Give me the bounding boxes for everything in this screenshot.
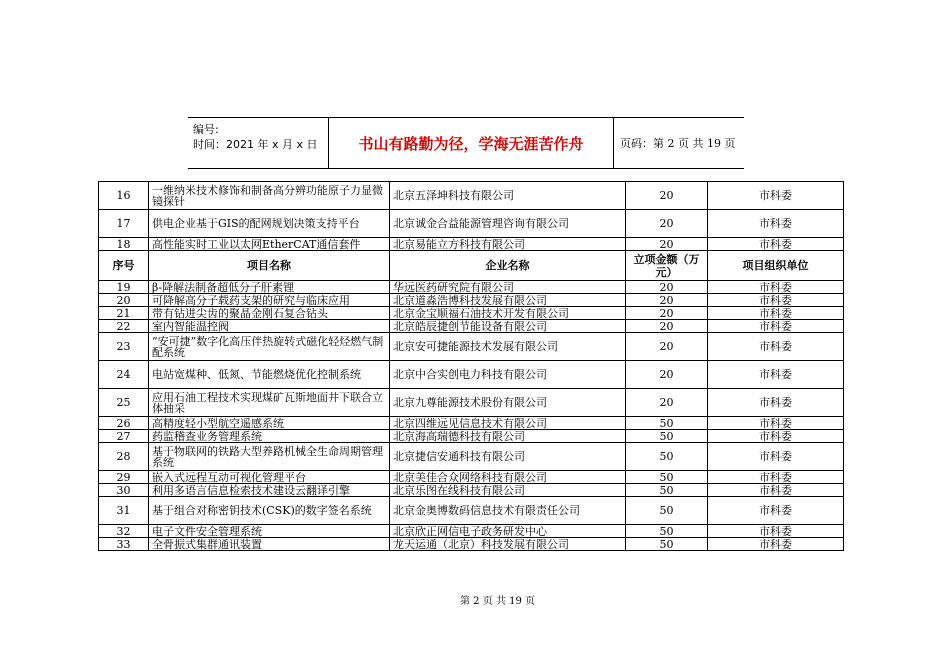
row-number: 16 [99, 182, 149, 210]
table-row [99, 294, 844, 307]
row-number: 31 [99, 497, 149, 525]
row-number: 30 [99, 484, 149, 497]
project-name: 药监稽查业务管理系统 [149, 430, 390, 443]
table-row [99, 182, 844, 210]
company-name: 华远医药研究院有限公司 [390, 281, 626, 294]
organizer: 市科委 [708, 294, 844, 307]
table-row [99, 389, 844, 417]
organizer: 市科委 [708, 430, 844, 443]
organizer: 市科委 [708, 389, 844, 417]
table-row [99, 307, 844, 320]
row-number: 20 [99, 294, 149, 307]
column-header: 项目组织单位 [708, 251, 844, 281]
time-label: 时间：2021 年 x 月 x 日 [193, 138, 318, 151]
row-number: 29 [99, 471, 149, 484]
page-footer: 第 2 页 共 19 页 [460, 596, 535, 607]
table-row [99, 417, 844, 430]
company-name: 北京中合实创电力科技有限公司 [390, 361, 626, 389]
row-number: 19 [99, 281, 149, 294]
row-number: 21 [99, 307, 149, 320]
amount: 50 [626, 417, 708, 430]
amount: 20 [626, 361, 708, 389]
amount: 50 [626, 471, 708, 484]
table-header-row [99, 251, 844, 281]
amount: 50 [626, 430, 708, 443]
amount: 20 [626, 210, 708, 238]
organizer: 市科委 [708, 320, 844, 333]
organizer: 市科委 [708, 525, 844, 538]
row-number: 18 [99, 238, 149, 251]
row-number: 28 [99, 443, 149, 471]
amount: 20 [626, 389, 708, 417]
project-name: 一维纳米技术修饰和制备高分辨功能原子力显微镜探针 [149, 182, 390, 210]
amount: 20 [626, 281, 708, 294]
number-label: 编号: [193, 123, 219, 136]
header-meta [188, 118, 328, 168]
project-name: 基于物联网的铁路大型养路机械全生命周期管理系统 [149, 443, 390, 471]
table-row [99, 484, 844, 497]
amount: 20 [626, 182, 708, 210]
company-name: 龙天运通（北京）科技发展有限公司 [390, 538, 626, 551]
project-name: 应用石油工程技术实现煤矿瓦斯地面井下联合立体抽采 [149, 389, 390, 417]
company-name: 北京捷信安通科技有限公司 [390, 443, 626, 471]
amount: 20 [626, 294, 708, 307]
project-name: 高性能实时工业以太网EtherCAT通信套件 [149, 238, 390, 251]
project-name: 可降解高分子载药支架的研究与临床应用 [149, 294, 390, 307]
row-number: 25 [99, 389, 149, 417]
amount: 50 [626, 497, 708, 525]
project-name: 全骨振式集群通讯装置 [149, 538, 390, 551]
company-name: 北京安可捷能源技术发展有限公司 [390, 333, 626, 361]
table-row [99, 333, 844, 361]
project-name: 嵌入式远程互动可视化管理平台 [149, 471, 390, 484]
table-row [99, 320, 844, 333]
company-name: 北京四维远见信息技术有限公司 [390, 417, 626, 430]
table-row [99, 281, 844, 294]
projects-table [98, 181, 844, 551]
amount: 20 [626, 320, 708, 333]
organizer: 市科委 [708, 333, 844, 361]
company-name: 北京美佳合众网络科技有限公司 [390, 471, 626, 484]
table-row [99, 430, 844, 443]
project-name: 电子文件安全管理系统 [149, 525, 390, 538]
company-name: 北京金宝顺福石油技术开发有限公司 [390, 307, 626, 320]
company-name: 北京道淼浩博科技发展有限公司 [390, 294, 626, 307]
table-row [99, 497, 844, 525]
table-row [99, 538, 844, 551]
organizer: 市科委 [708, 538, 844, 551]
project-name: β-降解法制备超低分子肝素锂 [149, 281, 390, 294]
page-header [188, 117, 744, 169]
company-name: 北京易能立方科技有限公司 [390, 238, 626, 251]
row-number: 23 [99, 333, 149, 361]
amount: 20 [626, 238, 708, 251]
table-row [99, 361, 844, 389]
row-number: 17 [99, 210, 149, 238]
project-name: 利用多语言信息检索技术建设云翻译引擎 [149, 484, 390, 497]
row-number: 22 [99, 320, 149, 333]
amount: 50 [626, 525, 708, 538]
row-number: 27 [99, 430, 149, 443]
amount: 20 [626, 307, 708, 320]
project-name: 供电企业基于GIS的配网规划决策支持平台 [149, 210, 390, 238]
organizer: 市科委 [708, 210, 844, 238]
amount: 50 [626, 484, 708, 497]
row-number: 33 [99, 538, 149, 551]
company-name: 北京皓辰捷创节能设备有限公司 [390, 320, 626, 333]
company-name: 北京五泽坤科技有限公司 [390, 182, 626, 210]
company-name: 北京乐图在线科技有限公司 [390, 484, 626, 497]
organizer: 市科委 [708, 497, 844, 525]
project-name: 带有钻进尖齿的聚晶金刚石复合钻头 [149, 307, 390, 320]
organizer: 市科委 [708, 417, 844, 430]
table-row [99, 238, 844, 251]
organizer: 市科委 [708, 307, 844, 320]
column-header: 立项金额（万元） [626, 251, 708, 281]
amount: 50 [626, 443, 708, 471]
project-name: 室内智能温控阀 [149, 320, 390, 333]
header-page-info: 页码：第 2 页 共 19 页 [620, 137, 736, 150]
project-name: “安可捷”数字化高压伴热旋转式磁化轻烃燃气制配系统 [149, 333, 390, 361]
organizer: 市科委 [708, 182, 844, 210]
organizer: 市科委 [708, 361, 844, 389]
organizer: 市科委 [708, 471, 844, 484]
amount: 50 [626, 538, 708, 551]
organizer: 市科委 [708, 443, 844, 471]
organizer: 市科委 [708, 238, 844, 251]
table-row [99, 210, 844, 238]
company-name: 北京九尊能源技术股份有限公司 [390, 389, 626, 417]
row-number: 24 [99, 361, 149, 389]
company-name: 北京海高瑞德科技有限公司 [390, 430, 626, 443]
column-header: 项目名称 [149, 251, 390, 281]
column-header: 序号 [99, 251, 149, 281]
amount: 20 [626, 333, 708, 361]
organizer: 市科委 [708, 281, 844, 294]
company-name: 北京欣正网信电子政务研发中心 [390, 525, 626, 538]
organizer: 市科委 [708, 484, 844, 497]
header-motto: 书山有路勤为径，学海无涯苦作舟 [328, 118, 614, 168]
table-row [99, 471, 844, 484]
table-row [99, 525, 844, 538]
row-number: 26 [99, 417, 149, 430]
column-header: 企业名称 [390, 251, 626, 281]
table-row [99, 443, 844, 471]
company-name: 北京诚金合益能源管理咨询有限公司 [390, 210, 626, 238]
project-name: 基于组合对称密钥技术(CSK)的数字签名系统 [149, 497, 390, 525]
project-name: 高精度轻小型航空遥感系统 [149, 417, 390, 430]
project-name: 电站宽煤种、低氮、节能燃烧优化控制系统 [149, 361, 390, 389]
company-name: 北京金奥博数码信息技术有限责任公司 [390, 497, 626, 525]
row-number: 32 [99, 525, 149, 538]
